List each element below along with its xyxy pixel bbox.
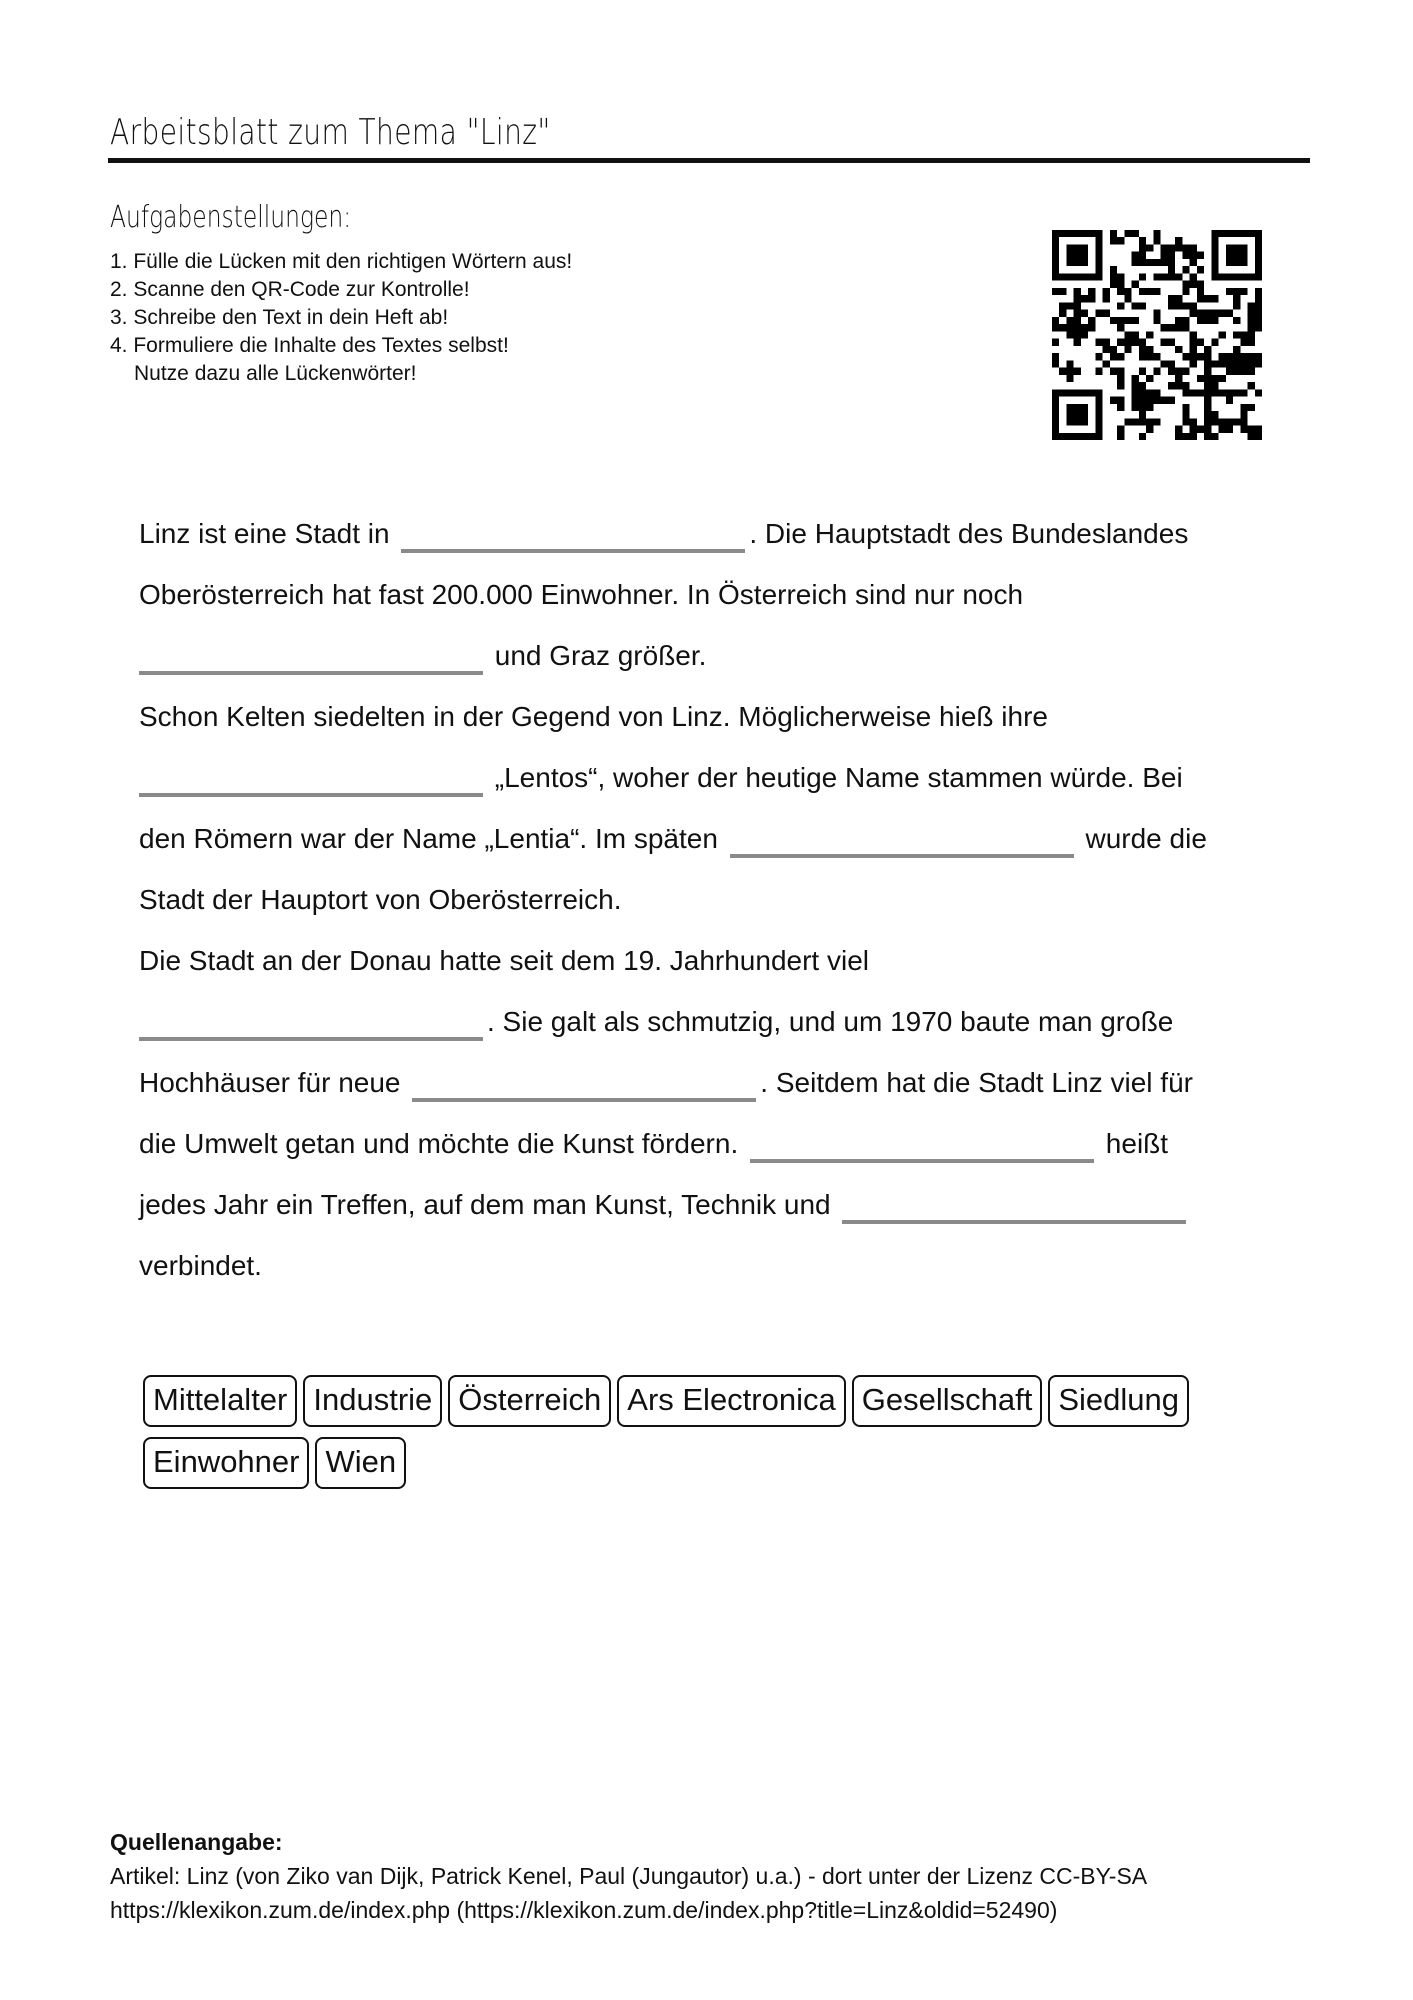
- title-divider: [108, 158, 1310, 163]
- cloze-text-segment: Hochhäuser für neue: [139, 1067, 401, 1098]
- word-chip[interactable]: Ars Electronica: [617, 1375, 845, 1427]
- cloze-text-segment: Die Stadt an der Donau hatte seit dem 19. Jahrhundert viel: [139, 945, 869, 976]
- cloze-line: [139, 808, 1279, 869]
- cloze-line: [139, 869, 1279, 930]
- qr-code-icon[interactable]: [1052, 230, 1262, 440]
- cloze-text-segment: wurde die: [1085, 823, 1207, 854]
- cloze-text-segment: . Sie galt als schmutzig, und um 1970 baute man große: [487, 1006, 1174, 1037]
- cloze-text-segment: den Römern war der Name „Lentia“. Im späten: [139, 823, 718, 854]
- cloze-text-segment: . Seitdem hat die Stadt Linz viel für: [760, 1067, 1193, 1098]
- answer-gap[interactable]: [750, 1157, 1094, 1163]
- cloze-text-segment: heißt: [1105, 1128, 1169, 1159]
- word-bank-row: [143, 1437, 1263, 1499]
- cloze-line: [139, 1235, 1279, 1296]
- cloze-text-segment: . Die Hauptstadt des Bundeslandes: [749, 518, 1189, 549]
- word-chip[interactable]: Wien: [315, 1437, 406, 1489]
- source-article: Artikel: Linz (von Ziko van Dijk, Patrick Kenel, Paul (Jungautor) u.a.) - dort unter der Lizenz CC-BY-SA: [110, 1863, 1148, 1889]
- task-item: 4. Formuliere die Inhalte des Textes selbst!: [110, 334, 509, 357]
- cloze-text-segment: verbindet.: [139, 1250, 262, 1281]
- cloze-text-segment: die Umwelt getan und möchte die Kunst fördern.: [139, 1128, 739, 1159]
- cloze-line: [139, 625, 1279, 686]
- cloze-line: [139, 1113, 1279, 1174]
- word-chip[interactable]: Gesellschaft: [852, 1375, 1043, 1427]
- cloze-text-segment: Oberösterreich hat fast 200.000 Einwohner. In Österreich sind nur noch: [139, 579, 1024, 610]
- cloze-line: [139, 930, 1279, 991]
- cloze-text-segment: jedes Jahr ein Treffen, auf dem man Kunst, Technik und: [139, 1189, 831, 1220]
- task-item: 2. Scanne den QR-Code zur Kontrolle!: [110, 278, 470, 301]
- cloze-line: [139, 686, 1279, 747]
- answer-gap[interactable]: [401, 547, 745, 553]
- cloze-line: [139, 747, 1279, 808]
- word-chip[interactable]: Siedlung: [1048, 1375, 1189, 1427]
- answer-gap[interactable]: [139, 791, 483, 797]
- word-chip[interactable]: Industrie: [303, 1375, 442, 1427]
- task-item: 3. Schreibe den Text in dein Heft ab!: [110, 306, 449, 329]
- word-chip[interactable]: Einwohner: [143, 1437, 309, 1489]
- cloze-line: [139, 564, 1279, 625]
- cloze-line: [139, 991, 1279, 1052]
- answer-gap[interactable]: [139, 1035, 483, 1041]
- source-reference: [110, 1825, 1147, 1927]
- answer-gap[interactable]: [412, 1096, 756, 1102]
- task-list: [110, 248, 572, 388]
- source-heading: Quellenangabe:: [110, 1829, 283, 1855]
- word-chip[interactable]: Mittelalter: [143, 1375, 297, 1427]
- answer-gap[interactable]: [139, 669, 483, 675]
- word-bank-row: [143, 1375, 1263, 1437]
- cloze-line: [139, 1174, 1279, 1235]
- answer-gap[interactable]: [842, 1218, 1186, 1224]
- page-title: Arbeitsblatt zum Thema "Linz": [110, 112, 551, 153]
- tasks-heading: Aufgabenstellungen:: [110, 200, 352, 235]
- cloze-text: [139, 503, 1279, 1296]
- cloze-line: [139, 1052, 1279, 1113]
- word-chip[interactable]: Österreich: [448, 1375, 611, 1427]
- word-bank: [143, 1375, 1263, 1499]
- cloze-text-segment: Schon Kelten siedelten in der Gegend von Linz. Möglicherweise hieß ihre: [139, 701, 1048, 732]
- cloze-text-segment: Linz ist eine Stadt in: [139, 518, 390, 549]
- source-url[interactable]: https://klexikon.zum.de/index.php (https://klexikon.zum.de/index.php?title=Linz&oldid=52490): [110, 1897, 1058, 1923]
- task-item: Nutze dazu alle Lückenwörter!: [134, 362, 417, 385]
- cloze-line: [139, 503, 1279, 564]
- cloze-text-segment: „Lentos“, woher der heutige Name stammen würde. Bei: [494, 762, 1183, 793]
- cloze-text-segment: Stadt der Hauptort von Oberösterreich.: [139, 884, 622, 915]
- answer-gap[interactable]: [730, 852, 1074, 858]
- task-item: 1. Fülle die Lücken mit den richtigen Wörtern aus!: [110, 250, 573, 273]
- cloze-text-segment: und Graz größer.: [494, 640, 707, 671]
